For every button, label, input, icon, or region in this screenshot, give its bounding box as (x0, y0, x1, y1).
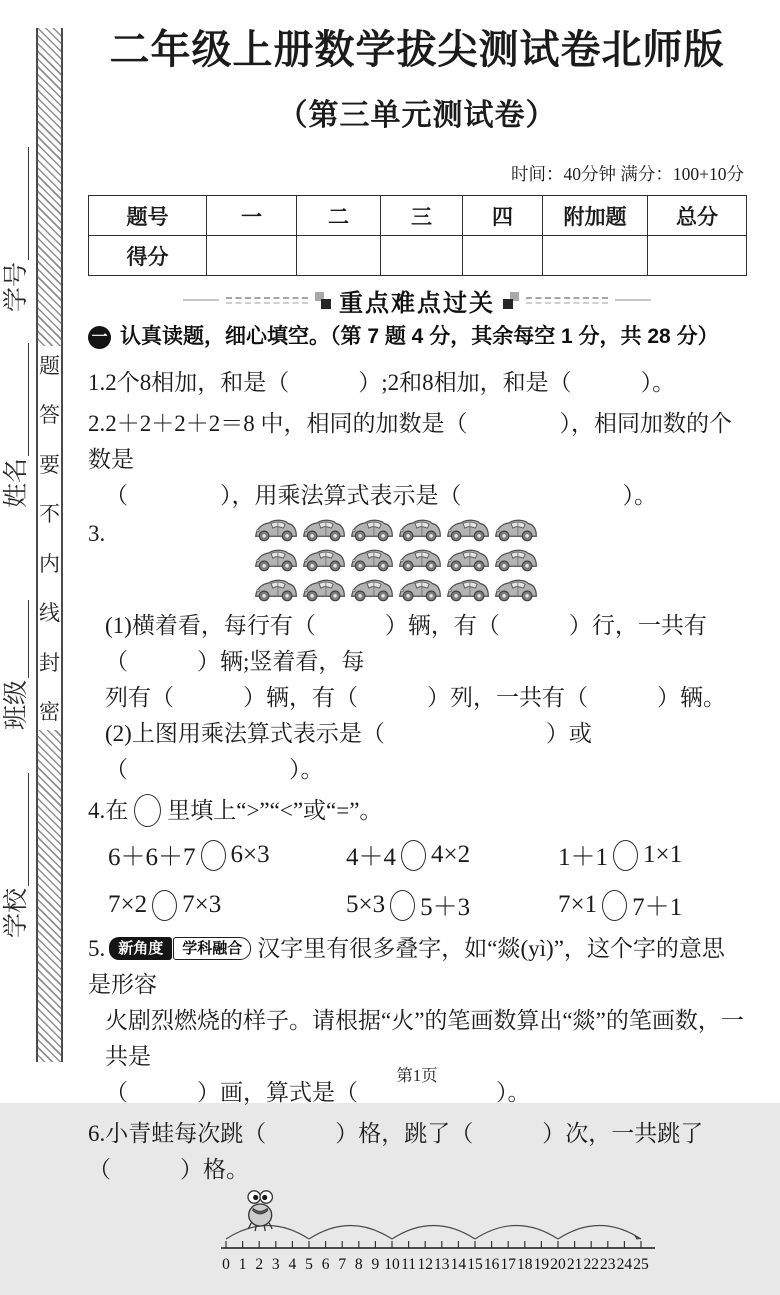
car-icon (253, 546, 299, 572)
car-icon (445, 576, 491, 602)
svg-text:11: 11 (401, 1256, 417, 1273)
car-icon (349, 516, 395, 542)
svg-text:18: 18 (517, 1256, 533, 1273)
score-cell-empty (207, 236, 297, 276)
seal-char: 要 (39, 452, 60, 477)
score-table-header-row (89, 196, 747, 236)
seal-line-text (38, 346, 61, 730)
car-icon (493, 516, 539, 542)
question-6: 6.小青蛙每次跳（ ）格，跳了（ ）次，一共跳了（ ）格。 (88, 1121, 704, 1182)
svg-text:8: 8 (354, 1256, 363, 1273)
score-cell-empty (381, 236, 463, 276)
sidebar-label-student-id (2, 147, 32, 312)
car-icon (397, 546, 443, 572)
svg-text:20: 20 (550, 1256, 566, 1273)
seal-char: 内 (39, 551, 60, 576)
compare-circle-icon (201, 840, 226, 871)
school-blank-line (28, 773, 29, 886)
seal-char: 题 (39, 354, 60, 378)
banner-dashes-icon (226, 297, 308, 304)
badge-subject-integration: 学科融合 (173, 937, 251, 960)
main-content (88, 0, 746, 1290)
svg-text:10: 10 (384, 1256, 400, 1273)
question-2-line1: 2.2＋2＋2＋2＝8 中，相同的加数是（ ），相同加数的个数是 (88, 411, 732, 472)
seal-line-strip (36, 28, 63, 1062)
compare-left: 1＋1 (558, 844, 609, 871)
car-icon (253, 576, 299, 602)
question-4-intro-pre: 4.在 (88, 798, 129, 823)
compare-right: 4×2 (431, 841, 471, 868)
car-icon (493, 576, 539, 602)
page-footer: 第1页 (396, 1066, 438, 1085)
seal-char: 线 (39, 601, 60, 626)
question-4-intro (88, 793, 746, 829)
exam-meta: 时间：40分钟 满分：100+10分 (511, 164, 744, 184)
score-col-label: 题号 (89, 196, 207, 236)
page-title: 二年级上册数学拔尖测试卷北师版 (109, 27, 725, 72)
svg-text:15: 15 (467, 1256, 483, 1273)
compare-left: 5×3 (346, 891, 386, 918)
svg-text:14: 14 (450, 1256, 467, 1273)
banner-line-icon (615, 299, 651, 301)
svg-text:6: 6 (321, 1256, 330, 1273)
car-icon (301, 516, 347, 542)
compare-circle-icon (613, 840, 638, 871)
seal-char: 封 (39, 650, 60, 675)
svg-text:0: 0 (222, 1256, 230, 1273)
question-5-line2: 火剧烈燃烧的样子。请根据“火”的笔画数算出“燚”的笔画数，一共是 (105, 1008, 744, 1069)
question-3-number: 3. (88, 521, 106, 546)
score-col-total: 总分 (648, 196, 747, 236)
svg-text:4: 4 (288, 1256, 297, 1273)
score-col-bonus: 附加题 (543, 196, 648, 236)
banner-squares-icon (315, 291, 332, 310)
section-one-heading-text: 认真读题，细心填空。（第 7 题 4 分，其余每空 1 分，共 28 分） (120, 325, 719, 348)
compare-item (108, 837, 346, 873)
svg-text:23: 23 (600, 1256, 616, 1273)
car-icon (301, 546, 347, 572)
compare-right: 6×3 (230, 841, 270, 868)
svg-text:5: 5 (305, 1256, 313, 1273)
question-5-text1: 汉字里有很多叠字，如“燚(yì)”，这个字的意思是形容 (88, 936, 725, 997)
number-line-figure (206, 1188, 746, 1290)
score-col-one: 一 (207, 196, 297, 236)
score-cell-empty (297, 236, 381, 276)
svg-text:16: 16 (483, 1256, 500, 1273)
number-line (206, 1188, 686, 1290)
student-id-blank-line (28, 147, 29, 260)
svg-text:13: 13 (434, 1256, 450, 1273)
banner-line-icon (183, 299, 219, 301)
car-icon (445, 516, 491, 542)
name-blank-line (28, 343, 29, 456)
svg-text:17: 17 (500, 1256, 516, 1273)
section-one-number-icon: 一 (88, 326, 111, 349)
seal-char: 不 (39, 502, 60, 527)
svg-text:24: 24 (616, 1256, 633, 1273)
svg-text:22: 22 (583, 1256, 599, 1273)
page-subtitle: （第三单元测试卷） (277, 99, 557, 132)
svg-text:9: 9 (371, 1256, 380, 1273)
car-icon (253, 516, 299, 542)
compare-item (108, 890, 346, 921)
seal-char: 答 (39, 403, 60, 428)
car-icon (493, 546, 539, 572)
car-row (253, 546, 539, 572)
question-5-line1 (88, 931, 746, 1003)
name-label: 姓名 (3, 457, 30, 508)
svg-text:12: 12 (417, 1256, 433, 1273)
car-icon (301, 576, 347, 602)
question-1: 1.2个8相加，和是（ ）;2和8相加，和是（ ）。 (88, 370, 676, 395)
seal-hatch-top (38, 28, 61, 346)
compare-left: 7×1 (558, 891, 598, 918)
question-2-line2: （ ），用乘法算式表示是（ ）。 (105, 483, 657, 508)
compare-item (346, 887, 558, 923)
compare-right: 1×1 (643, 841, 683, 868)
score-cell-empty (648, 236, 747, 276)
sidebar-label-school (2, 773, 32, 938)
question-5-number: 5. (88, 936, 106, 961)
student-id-label: 学号 (3, 261, 30, 312)
seal-char: 密 (39, 699, 60, 724)
score-table (88, 195, 747, 276)
class-label: 班级 (3, 679, 30, 730)
banner-squares-icon (502, 291, 519, 310)
badge-new-angle: 新角度 (109, 937, 172, 960)
question-3-part1-line1: (1)横着看，每行有（ ）辆，有（ ）行，一共有（ ）辆;竖着看，每 (105, 613, 707, 674)
school-label: 学校 (3, 887, 30, 938)
car-row (253, 576, 539, 602)
svg-text:21: 21 (566, 1256, 583, 1273)
score-cell-empty (543, 236, 648, 276)
compare-right: 7×3 (182, 891, 222, 918)
svg-text:1: 1 (238, 1256, 247, 1273)
cars-grid (253, 516, 539, 602)
compare-circle-icon (134, 794, 161, 827)
compare-left: 6＋6＋7 (108, 844, 196, 871)
sidebar-label-name (2, 343, 32, 508)
question-3-part1-line2: 列有（ ）辆，有（ ）列，一共有（ ）辆。 (105, 685, 726, 710)
question-3 (88, 516, 746, 602)
question-3-part2: (2)上图用乘法算式表示是（ ）或（ ）。 (105, 721, 592, 782)
svg-text:7: 7 (338, 1256, 347, 1273)
car-icon (349, 576, 395, 602)
banner-dashes-icon (526, 297, 608, 304)
score-row-label: 得分 (89, 236, 207, 276)
svg-text:2: 2 (255, 1256, 264, 1273)
sidebar-label-class (2, 600, 32, 730)
score-col-three: 三 (381, 196, 463, 236)
score-col-two: 二 (297, 196, 381, 236)
compare-item (346, 837, 558, 873)
svg-text:19: 19 (533, 1256, 550, 1273)
class-blank-line (28, 600, 29, 678)
score-table-score-row (89, 236, 747, 276)
car-icon (397, 516, 443, 542)
compare-right: 5＋3 (420, 894, 471, 921)
section-one-heading (88, 322, 746, 352)
question-4-intro-post: 里填上“>”“<”或“=”。 (167, 798, 383, 823)
car-row (253, 516, 539, 542)
compare-item (558, 837, 746, 873)
compare-circle-icon (152, 890, 177, 921)
svg-text:3: 3 (271, 1256, 280, 1273)
car-icon (397, 576, 443, 602)
score-cell-empty (463, 236, 543, 276)
compare-circle-icon (390, 890, 415, 921)
car-icon (445, 546, 491, 572)
compare-item (558, 887, 746, 923)
compare-left: 7×2 (108, 891, 148, 918)
svg-text:25: 25 (633, 1256, 649, 1273)
car-icon (349, 546, 395, 572)
question-4-items (108, 837, 746, 923)
banner-title: 重点难点过关 (339, 289, 495, 317)
compare-circle-icon (401, 840, 426, 871)
section-banner (88, 284, 746, 316)
score-col-four: 四 (463, 196, 543, 236)
seal-hatch-bottom (38, 730, 61, 1062)
compare-left: 4＋4 (346, 844, 397, 871)
compare-right: 7＋1 (632, 894, 683, 921)
compare-circle-icon (602, 890, 627, 921)
question-5-line3: （ ）画，算式是（ ）。 (105, 1080, 531, 1105)
